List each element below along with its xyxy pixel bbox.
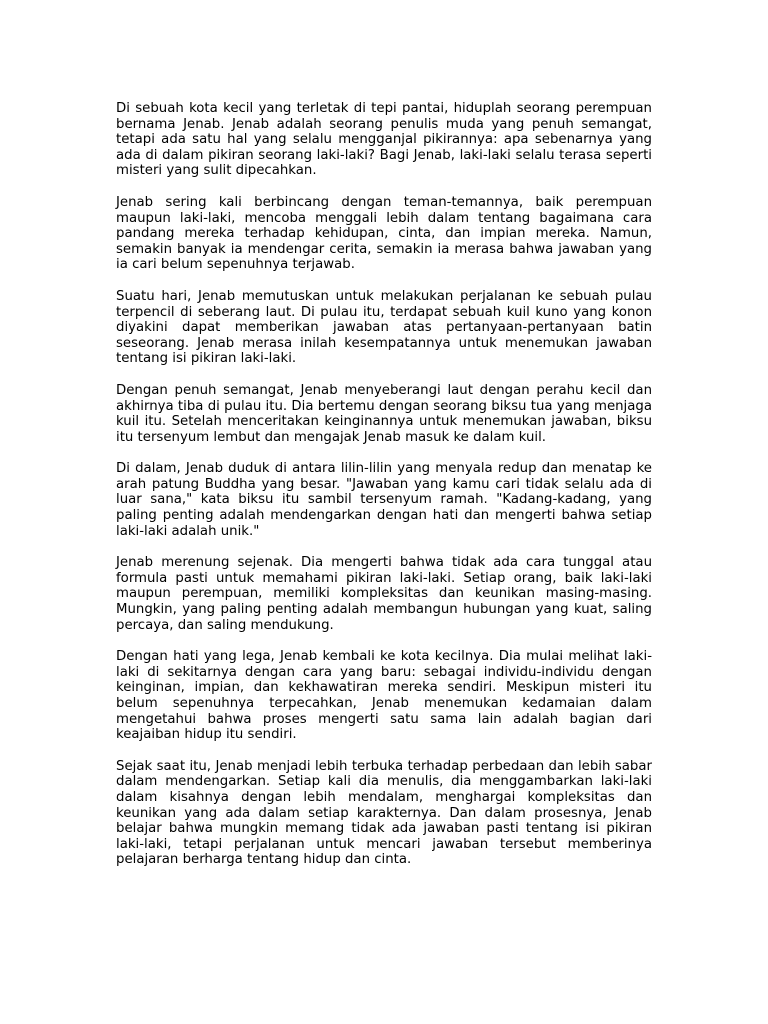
paragraph-8: Sejak saat itu, Jenab menjadi lebih terbuka terhadap perbedaan dan lebih sabar dalam mendengarkan. Setiap kali dia menulis, dia menggambarkan laki-laki dalam kisahnya dengan lebih mendalam, menghargai kompleksitas dan keunikan yang ada dalam setiap karakternya. Dan dalam prosesnya, Jenab belajar bahwa mungkin memang tidak ada jawaban pasti tentang isi pikiran laki-laki, tetapi perjalanan untuk mencari jawaban tersebut memberinya pelajaran berharga tentang hidup dan cinta. [116,758,652,868]
paragraph-7: Dengan hati yang lega, Jenab kembali ke kota kecilnya. Dia mulai melihat laki-laki di sekitarnya dengan cara yang baru: sebagai individu-individu dengan keinginan, impian, dan kekhawatiran mereka sendiri. Meskipun misteri itu belum sepenuhnya terpecahkan, Jenab menemukan kedamaian dalam mengetahui bahwa proses mengerti satu sama lain adalah bagian dari keajaiban hidup itu sendiri. [116,649,652,743]
paragraph-1: Di sebuah kota kecil yang terletak di tepi pantai, hiduplah seorang perempuan bernama Jenab. Jenab adalah seorang penulis muda yang penuh semangat, tetapi ada satu hal yang selalu mengganjal pikirannya: apa sebenarnya yang ada di dalam pikiran seorang laki-laki? Bagi Jenab, laki-laki selalu terasa seperti misteri yang sulit dipecahkan. [116,101,652,179]
paragraph-5: Di dalam, Jenab duduk di antara lilin-lilin yang menyala redup dan menatap ke arah patung Buddha yang besar. "Jawaban yang kamu cari tidak selalu ada di luar sana," kata biksu itu sambil tersenyum ramah. "Kadang-kadang, yang paling penting adalah mendengarkan dengan hati dan mengerti bahwa setiap laki-laki adalah unik." [116,461,652,539]
paragraph-3: Suatu hari, Jenab memutuskan untuk melakukan perjalanan ke sebuah pulau terpencil di seberang laut. Di pulau itu, terdapat sebuah kuil kuno yang konon diyakini dapat memberikan jawaban atas pertanyaan-pertanyaan batin seseorang. Jenab merasa inilah kesempatannya untuk menemukan jawaban tentang isi pikiran laki-laki. [116,288,652,367]
paragraph-4: Dengan penuh semangat, Jenab menyeberangi laut dengan perahu kecil dan akhirnya tiba di pulau itu. Dia bertemu dengan seorang biksu tua yang menjaga kuil itu. Setelah menceritakan keinginannya untuk menemukan jawaban, biksu itu tersenyum lembut dan mengajak Jenab masuk ke dalam kuil. [116,382,652,445]
paragraph-6: Jenab merenung sejenak. Dia mengerti bahwa tidak ada cara tunggal atau formula pasti untuk memahami pikiran laki-laki. Setiap orang, baik laki-laki maupun perempuan, memiliki kompleksitas dan keunikan masing-masing. Mungkin, yang paling penting adalah membangun hubungan yang kuat, saling percaya, dan saling mendukung. [116,555,652,633]
paragraph-2: Jenab sering kali berbincang dengan teman-temannya, baik perempuan maupun laki-laki, mencoba menggali lebih dalam tentang bagaimana cara pandang mereka terhadap kehidupan, cinta, dan impian mereka. Namun, semakin banyak ia mendengar cerita, semakin ia merasa bahwa jawaban yang ia cari belum sepenuhnya terjawab. [116,194,652,273]
document-body [116,101,652,884]
